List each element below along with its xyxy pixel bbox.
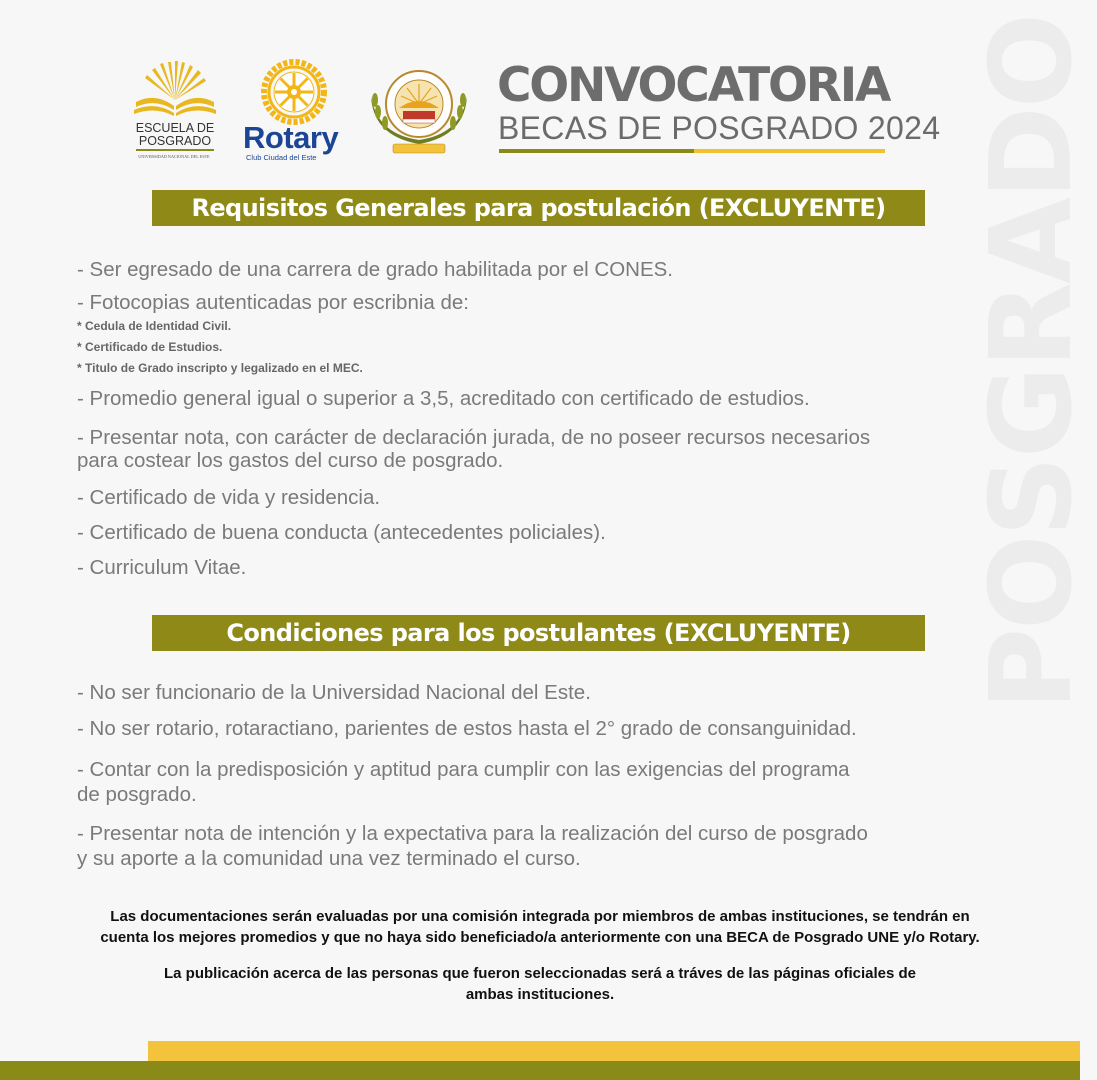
escuela-university: UNIVERSIDAD NACIONAL DEL ESTE [138, 154, 210, 159]
bottom-olive-band [0, 1061, 1080, 1080]
rotary-wheel-icon [260, 58, 328, 126]
escuela-underline [136, 149, 214, 151]
escuela-line1: ESCUELA DE [135, 121, 215, 135]
publication-note-line2: ambas instituciones. [465, 986, 615, 1003]
rotary-club: Club Ciudad del Este [246, 153, 317, 162]
condition-item: - No ser funcionario de la Universidad Nacional del Este. [77, 681, 591, 704]
publication-note [20, 963, 1060, 1005]
condition-item-line1: - Presentar nota de intención y la expectativa para la realización del curso de posgrado [77, 822, 868, 845]
requirement-item: - Certificado de buena conducta (antecedentes policiales). [77, 521, 606, 544]
requirement-item: - Certificado de vida y residencia. [77, 486, 381, 509]
requirement-subitem: * Titulo de Grado inscripto y legalizado en el MEC. [77, 361, 363, 375]
evaluation-note-line2: cuenta los mejores promedios y que no haya sido beneficiado/a anteriormente con una BECA de Posgrado UNE y/o Rotary. [100, 929, 980, 946]
requirement-item-line2: para costear los gastos del curso de posgrado. [77, 449, 504, 472]
evaluation-note [20, 906, 1060, 948]
watermark-text: POSGRADO [967, 15, 1097, 710]
conditions-heading: Condiciones para los postulantes (EXCLUYENTE) [152, 615, 925, 651]
page-subtitle: BECAS DE POSGRADO 2024 [498, 110, 941, 146]
publication-note-line1: La publicación acerca de las personas que fueron seleccionadas será a tráves de las páginas oficiales de [164, 965, 916, 982]
requirement-item: - Curriculum Vitae. [77, 556, 247, 579]
requirement-subitem: * Cedula de Identidad Civil. [77, 319, 232, 333]
requirement-item: - Promedio general igual o superior a 3,5, acreditado con certificado de estudios. [77, 387, 810, 410]
requirement-item-line1: - Presentar nota, con carácter de declaración jurada, de no poseer recursos necesarios [77, 426, 871, 449]
escuela-line2: POSGRADO [138, 134, 212, 148]
title-underline-olive [499, 149, 694, 153]
escuela-posgrado-logo [130, 60, 220, 122]
requirement-item: - Fotocopias autenticadas por escribnia de: [77, 291, 470, 314]
evaluation-note-line1: Las documentaciones serán evaluadas por una comisión integrada por miembros de ambas instituciones, se tendrán en [110, 908, 970, 925]
requirements-heading: Requisitos Generales para postulación (EXCLUYENTE) [152, 190, 925, 226]
requirement-subitem: * Certificado de Estudios. [77, 340, 223, 354]
requirement-item: - Ser egresado de una carrera de grado habilitada por el CONES. [77, 258, 673, 281]
title-underline-gold [694, 149, 885, 153]
condition-item: - No ser rotario, rotaractiano, parientes de estos hasta el 2° grado de consanguinidad. [77, 717, 857, 740]
condition-item-line1: - Contar con la predisposición y aptitud para cumplir con las exigencias del programa [77, 758, 850, 781]
rotary-name: Rotary [243, 120, 339, 155]
escuela-name [130, 122, 220, 151]
bottom-gold-band [148, 1041, 1080, 1063]
condition-item-line2: y su aporte a la comunidad una vez terminado el curso. [77, 847, 581, 870]
une-seal-logo [363, 64, 475, 156]
posgrado-watermark [967, 0, 1097, 725]
condition-item-line2: de posgrado. [77, 783, 197, 806]
page-title: CONVOCATORIA [497, 58, 890, 113]
